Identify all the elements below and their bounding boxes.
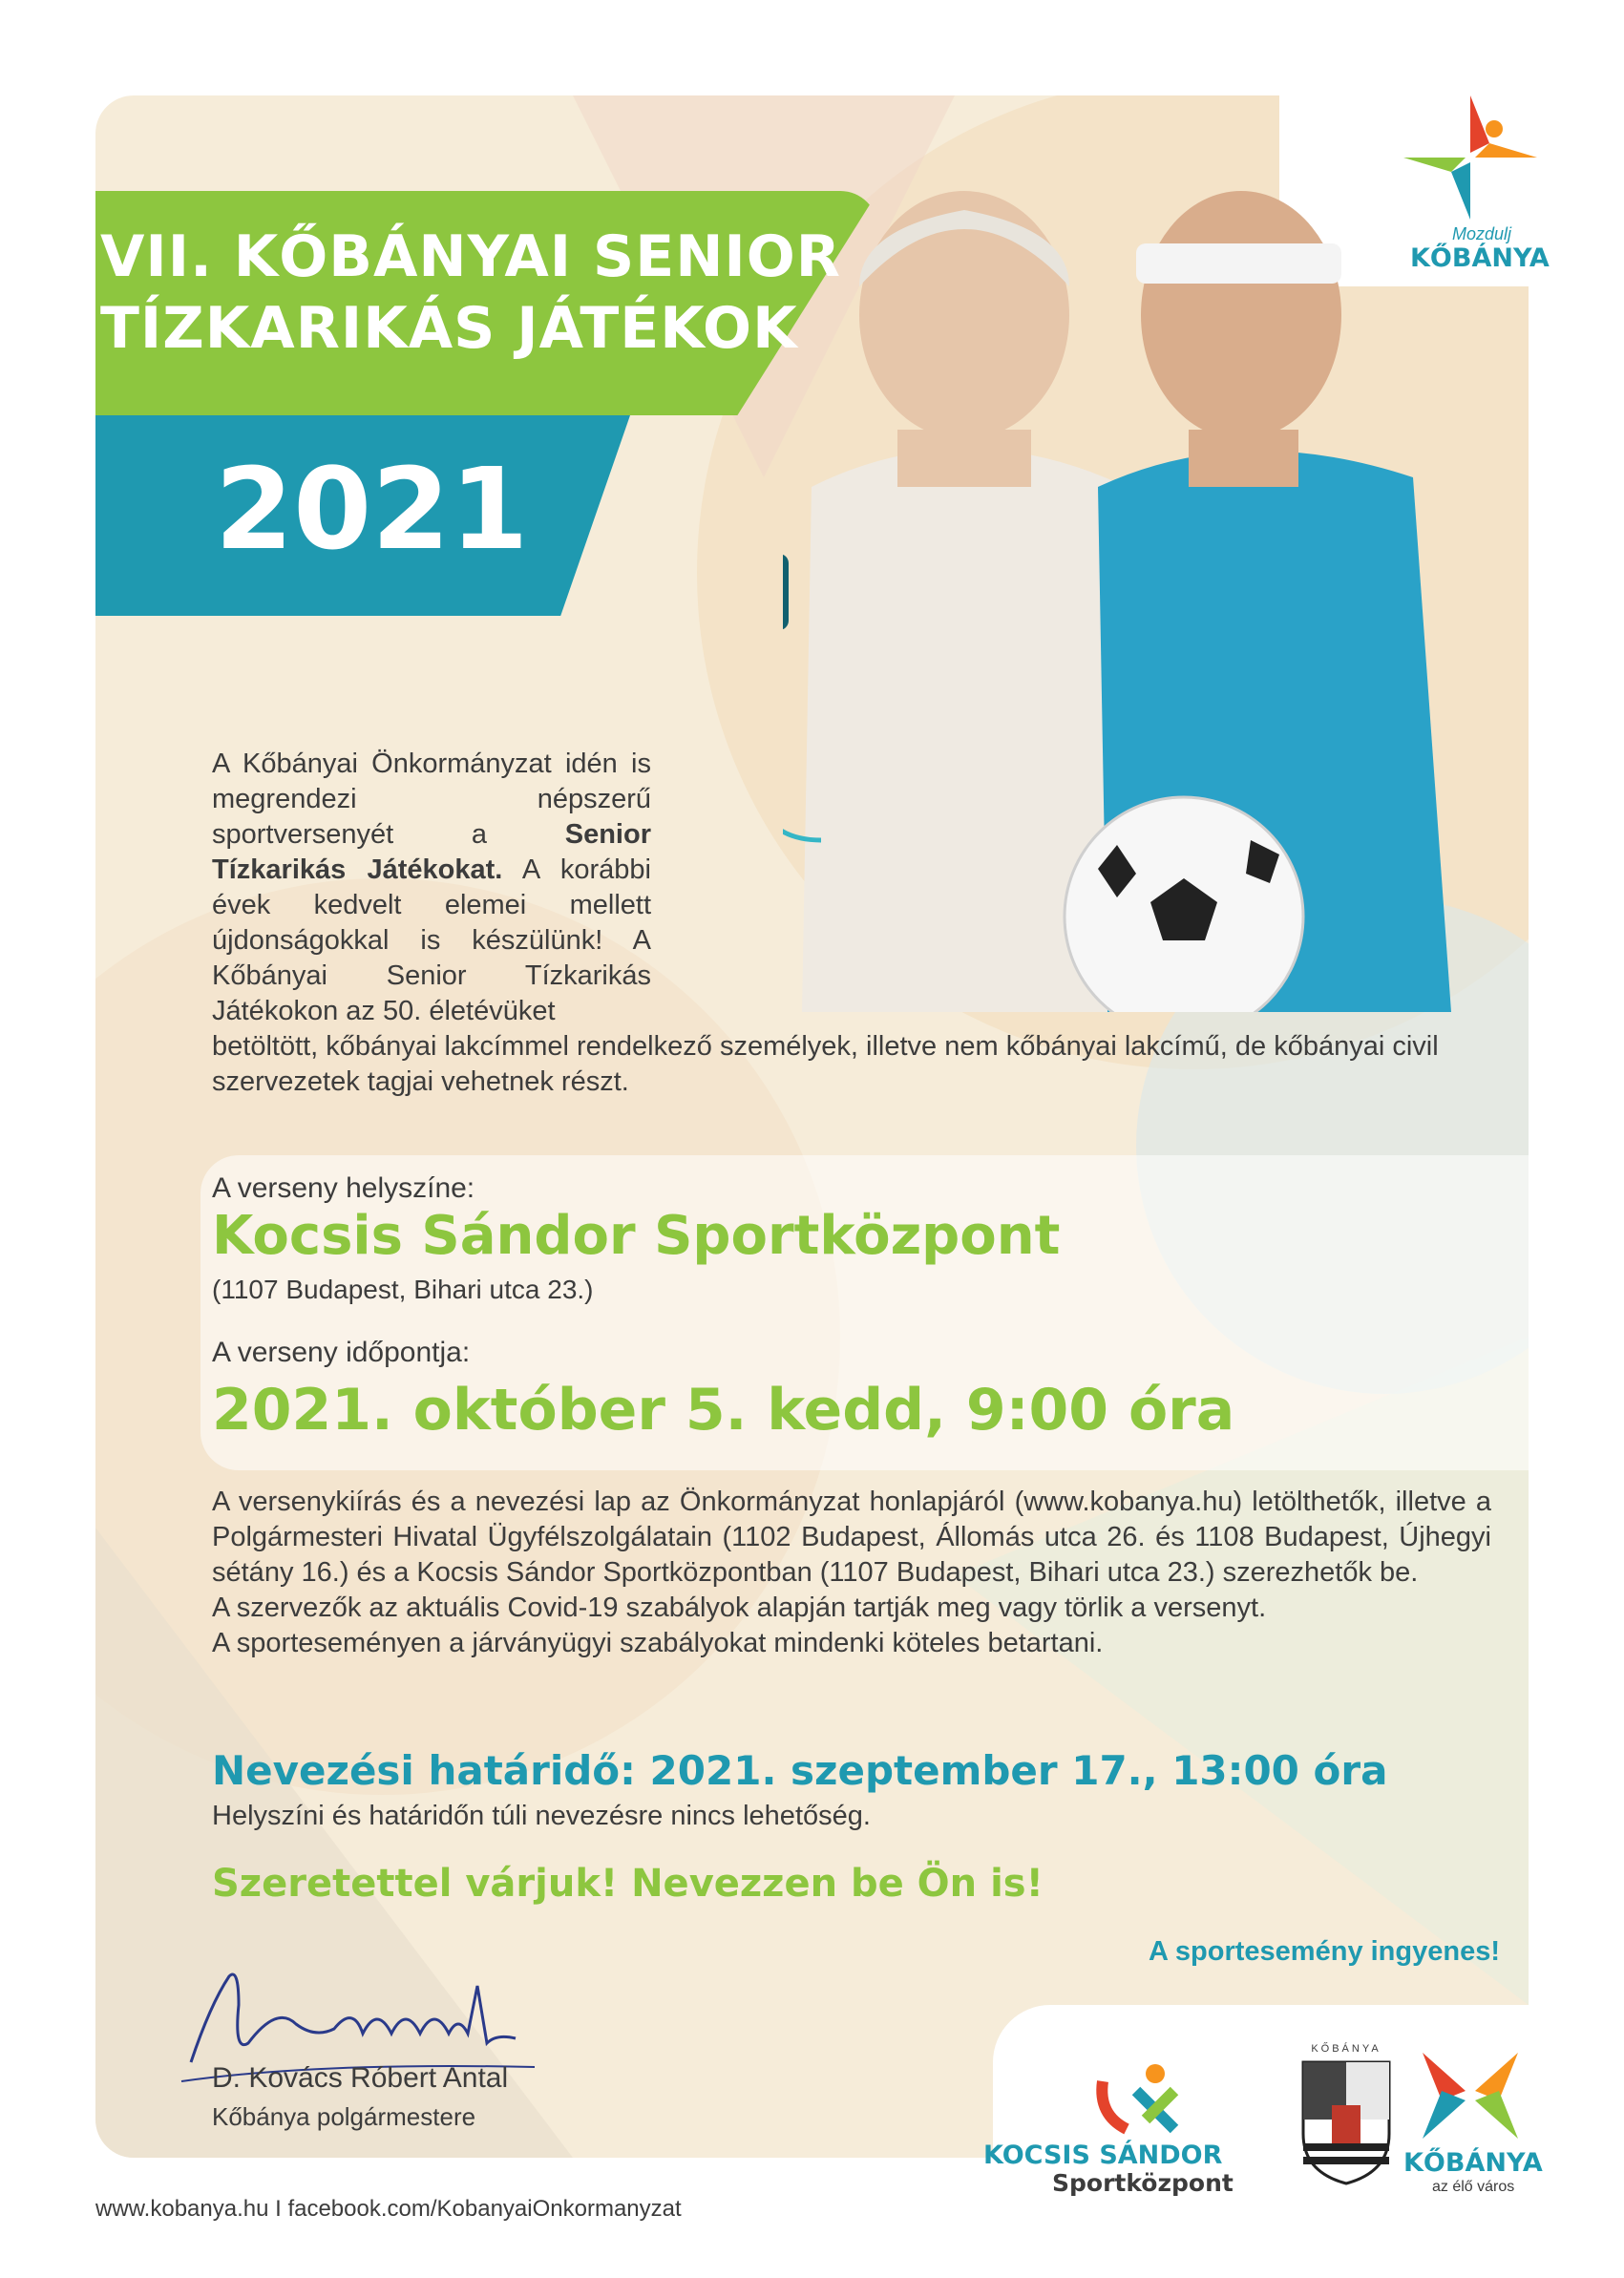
event-date: 2021. október 5. kedd, 9:00 óra (212, 1377, 1235, 1444)
ks-emblem-icon (983, 2062, 1260, 2139)
signer-role: Kőbánya polgármestere (212, 2102, 476, 2131)
event-year: 2021 (215, 443, 529, 575)
kobanya-logo-tagline: az élő város (1432, 2179, 1515, 2195)
intro-bold: Senior Tízkarikás Játékokat. (212, 819, 651, 885)
intro-part-2: A korábbi évek kedvelt elemei mellett újdonságokkal is készülünk! A Kőbányai Senior Tízkarikás Játékokon az 50. életévüket (212, 854, 652, 1026)
kobanya-star-icon (1403, 2043, 1537, 2148)
intro-text (212, 747, 651, 1029)
kobanya-crest (1294, 2043, 1399, 2186)
star-logo-icon (1399, 91, 1542, 224)
venue-address: (1107 Budapest, Bihari utca 23.) (212, 1275, 594, 1304)
info-text (212, 1485, 1491, 1661)
coat-of-arms-icon (1294, 2057, 1399, 2186)
event-title (100, 221, 841, 365)
info-para-1: A versenykiírás és a nevezési lap az Önkormányzat honlapjáról (www.kobanya.hu) letölthetők, illetve a Polgármesteri Hivatal Ügyfélszolgálatain (1102 Budapest, Állomás utca 26. és 1108 Budapest, Újhegyi sétány 16.) és a Kocsis Sándor Sportközpontban (1107 Budapest, Bihari utca 23.) szerezhetők be. (212, 1487, 1491, 1588)
ks-logo-line-2: Sportközpont (1052, 2169, 1234, 2197)
logo-tagline: Mozdulj (1452, 224, 1512, 243)
info-para-3: A sporteseményen a járványügyi szabályokat mindenki köteles betartani. (212, 1628, 1104, 1658)
crest-text: KŐBÁNYA (1311, 2043, 1381, 2055)
title-line-1: VII. KŐBÁNYAI SENIOR (100, 223, 841, 290)
mozdulj-kobanya-logo (1399, 91, 1550, 282)
title-line-2: TÍZKARIKÁS JÁTÉKOK (100, 295, 798, 362)
welcome-text: Szeretettel várjuk! Nevezzen be Ön is! (212, 1862, 1044, 1906)
signer-name: D. Kovács Róbert Antal (212, 2062, 509, 2094)
deadline-note: Helyszíni és határidőn túli nevezésre nincs lehetőség. (212, 1801, 871, 1831)
info-para-2: A szervezők az aktuális Covid-19 szabályok alapján tartják meg vagy törlik a versenyt. (212, 1592, 1267, 1623)
venue-name: Kocsis Sándor Sportközpont (212, 1205, 1061, 1267)
venue-label: A verseny helyszíne: (212, 1172, 475, 1204)
intro-part-1: A Kőbányai Önkormányzat idén is megrendezi népszerű sportversenyét a (212, 749, 651, 850)
kobanya-city-logo (1403, 2043, 1543, 2205)
free-note: A sportesemény ingyenes! (1149, 1936, 1500, 1967)
kobanya-logo-name: KŐBÁNYA (1403, 2148, 1543, 2178)
seniors-photo (783, 172, 1529, 1012)
logo-name: KŐBÁNYA (1410, 243, 1550, 273)
kocsis-sandor-logo (983, 2062, 1260, 2196)
date-label: A verseny időpontja: (212, 1337, 471, 1368)
deadline: Nevezési határidő: 2021. szeptember 17., 13:00 óra (212, 1747, 1388, 1794)
footer-links: www.kobanya.hu I facebook.com/KobanyaiOnkormanyzat (95, 2196, 682, 2222)
ks-logo-line-1: KOCSIS SÁNDOR (983, 2141, 1223, 2170)
intro-tail: betöltött, kőbányai lakcímmel rendelkező személyek, illetve nem kőbányai lakcímű, de kőbányai civil szervezetek tagjai vehetnek részt. (212, 1031, 1439, 1097)
